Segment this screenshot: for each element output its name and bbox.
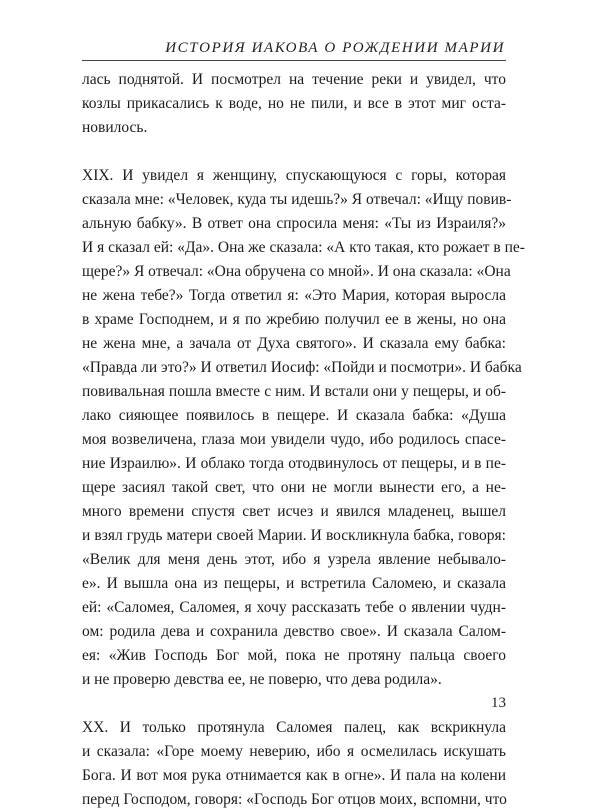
text-line: ей: «Саломея, Саломея, я хочу рассказать тебе о явлении чудн- (82, 599, 506, 616)
text-line: моя возвеличена, глаза мои увидели чудо, ибо родилось спасе- (82, 431, 506, 448)
text-line: щере?» Я отвечал: «Она обручена со мной». И она сказала: «Она (82, 263, 511, 280)
text-line: ея: «Жив Господь Бог мой, пока не протяну пальца своего (82, 647, 506, 664)
running-head: ИСТОРИЯ ИАКОВА О РОЖДЕНИИ МАРИИ (165, 40, 505, 56)
paragraph-gap (82, 140, 506, 164)
text-line: и сказала: «Горе моему неверию, ибо я осмелилась искушать (82, 743, 506, 760)
paragraph (82, 68, 506, 140)
text-line: сказала мне: «Человек, куда ты идешь?» Я отвечал: «Ищу повив- (82, 191, 512, 208)
text-line: ние Израилю». И облако тогда отодвинулось от пещеры, и в пе- (82, 455, 506, 472)
text-line: альную бабку». В ответ она спросила меня: «Ты из Израиля?» (82, 215, 506, 232)
text-line: много времени спустя свет исчез и явился младенец, вышел (82, 503, 506, 520)
text-line: и не проверю девства ее, не поверю, что дева родила». (82, 671, 442, 688)
text-line: перед Господом, говоря: «Господь Бог отцов моих, вспомни, что (82, 791, 507, 808)
text-line: лако сияющее появилось в пещере. И сказала бабка: «Душа (82, 407, 506, 424)
body-text (82, 68, 525, 812)
text-line: в храме Господнем, и я по жребию получил ее в жены, но она (82, 311, 506, 328)
paragraph-gap (82, 692, 506, 716)
header-rule (82, 60, 506, 61)
text-line: лась поднятой. И посмотрел на течение реки и увидел, что (82, 71, 506, 88)
text-line: «Велик для меня день этот, ибо я узрела явление небывало- (82, 551, 506, 568)
page-number: 13 (491, 695, 506, 711)
text-line: ом: родила дева и сохранила девство свое». И сказала Салом- (82, 623, 506, 640)
text-line: е». И вышла она из пещеры, и встретила Саломею, и сказала (82, 575, 506, 592)
text-line: и взял грудь матери своей Марии. И воскликнула бабка, говоря: (82, 527, 506, 544)
text-line: не жена мне, а зачала от Духа святого». И сказала ему бабка: (82, 335, 506, 352)
text-line: козлы прикасались к воде, но не пили, и все в этот миг оста- (82, 95, 506, 112)
text-line: XIX. И увидел я женщину, спускающуюся с горы, которая (82, 167, 506, 184)
text-line: щере засиял такой свет, что они не могли вынести его, а не- (82, 479, 506, 496)
text-line: не жена тебе?» Тогда ответил я: «Это Мария, которая выросла (82, 287, 506, 304)
text-line: И я сказал ей: «Да». Она же сказала: «А кто такая, кто рожает в пе- (82, 239, 525, 256)
paragraph (82, 716, 506, 812)
paragraph (82, 164, 525, 692)
text-line: Бога. И вот моя рука отнимается как в огне». И пала на колени (82, 767, 506, 784)
text-line: «Правда ли это?» И ответил Иосиф: «Пойди и посмотри». И бабка (82, 359, 522, 376)
text-line: XX. И только протянула Саломея палец, как вскрикнула (82, 719, 506, 736)
text-line: новилось. (82, 119, 148, 136)
text-line: повивальная пошла вместе с ним. И встали они у пещеры, и об- (82, 383, 506, 400)
